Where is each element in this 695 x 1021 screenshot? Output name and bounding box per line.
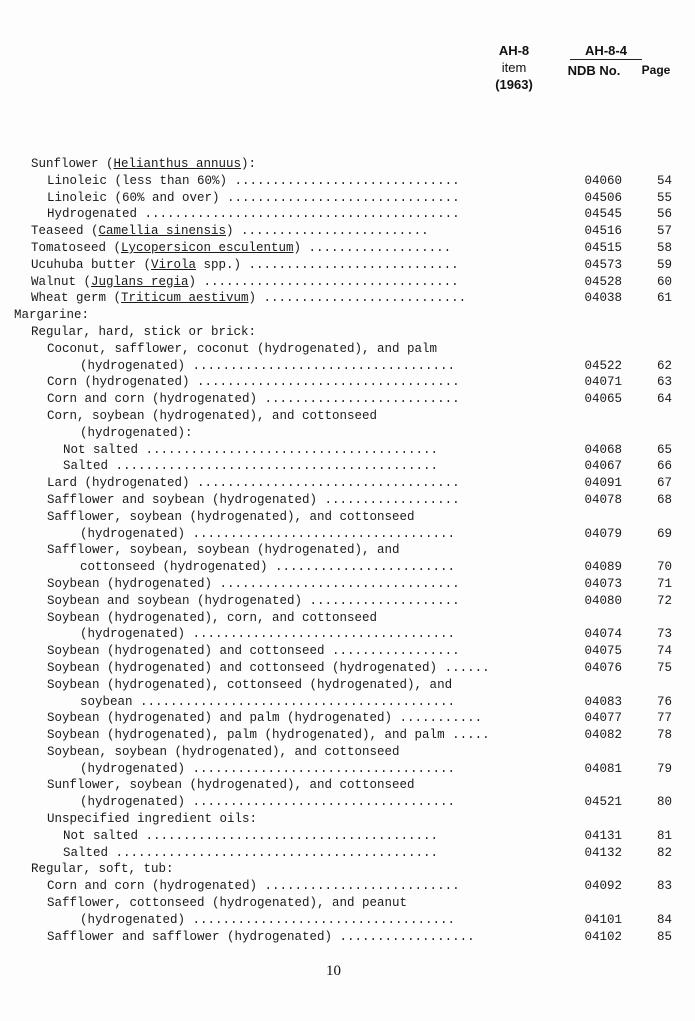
index-row bbox=[0, 728, 695, 745]
entry-text: Regular, hard, stick or brick: bbox=[31, 324, 257, 339]
ndb-number: 04132 bbox=[584, 845, 622, 860]
page-ref: 66 bbox=[656, 459, 672, 474]
page-number: 10 bbox=[326, 963, 341, 979]
index-row bbox=[0, 375, 695, 392]
entry-text: (hydrogenated) ................................... bbox=[80, 358, 456, 373]
entry-text: Soybean (hydrogenated), palm (hydrogenated), and palm ..... bbox=[47, 728, 490, 743]
entry-text: Teaseed (Camellia sinensis) ......................... bbox=[31, 224, 429, 239]
entry-text: Corn and corn (hydrogenated) .......................... bbox=[47, 392, 460, 407]
index-row bbox=[0, 291, 695, 308]
index-row bbox=[0, 241, 695, 258]
index-row bbox=[0, 829, 695, 846]
column-header-ah8 bbox=[488, 42, 540, 93]
ndb-number: 04545 bbox=[584, 207, 622, 222]
ndb-number: 04075 bbox=[584, 644, 622, 659]
entry-text: Linoleic (60% and over) ............................... bbox=[47, 190, 460, 205]
ndb-number: 04515 bbox=[584, 240, 622, 255]
index-row bbox=[0, 577, 695, 594]
page-ref: 73 bbox=[656, 627, 672, 642]
index-row bbox=[0, 846, 695, 863]
index-row bbox=[0, 930, 695, 947]
scientific-name: Helianthus annuus bbox=[113, 157, 242, 171]
ndb-number: 04101 bbox=[584, 912, 622, 927]
index-row bbox=[0, 812, 695, 829]
entry-text: (hydrogenated) ................................... bbox=[80, 795, 456, 810]
index-row bbox=[0, 157, 695, 174]
page-ref: 75 bbox=[656, 660, 672, 675]
page-ref: 83 bbox=[656, 879, 672, 894]
page-ref: 79 bbox=[656, 761, 672, 776]
entry-text: Safflower and safflower (hydrogenated) .................. bbox=[47, 929, 475, 944]
entry-text: Not salted ....................................... bbox=[63, 828, 439, 843]
ndb-number: 04060 bbox=[584, 173, 622, 188]
entry-text: Soybean and soybean (hydrogenated) .................... bbox=[47, 593, 460, 608]
index-row bbox=[0, 661, 695, 678]
entry-text: Soybean, soybean (hydrogenated), and cottonseed bbox=[47, 744, 400, 759]
index-row bbox=[0, 695, 695, 712]
ndb-number: 04089 bbox=[584, 560, 622, 575]
entry-text: Regular, soft, tub: bbox=[31, 862, 174, 877]
page-ref: 64 bbox=[656, 392, 672, 407]
page-ref: 68 bbox=[656, 492, 672, 507]
ndb-number: 04079 bbox=[584, 526, 622, 541]
ndb-number: 04038 bbox=[584, 291, 622, 306]
page-ref: 57 bbox=[656, 224, 672, 239]
scientific-name: Lycopersicon esculentum bbox=[121, 240, 294, 255]
index-row bbox=[0, 795, 695, 812]
entry-text: Sunflower (Helianthus annuus): bbox=[31, 157, 257, 171]
ndb-no-header: NDB No. bbox=[567, 63, 621, 78]
index-row bbox=[0, 493, 695, 510]
index-row bbox=[0, 594, 695, 611]
entry-text: Soybean (hydrogenated) and cottonseed (hydrogenated) ...... bbox=[47, 660, 490, 675]
index-row bbox=[0, 409, 695, 426]
entry-text: cottonseed (hydrogenated) ........................ bbox=[80, 560, 456, 575]
ah8-label: AH-8 bbox=[498, 43, 530, 58]
page-ref: 65 bbox=[656, 442, 672, 457]
page-ref: 55 bbox=[656, 190, 672, 205]
ndb-number: 04092 bbox=[584, 879, 622, 894]
index-row bbox=[0, 224, 695, 241]
ndb-number: 04077 bbox=[584, 711, 622, 726]
index-row bbox=[0, 627, 695, 644]
entry-text: Walnut (Juglans regia) .................................. bbox=[31, 274, 459, 289]
ndb-number: 04131 bbox=[584, 828, 622, 843]
index-row bbox=[0, 510, 695, 527]
ndb-number: 04516 bbox=[584, 224, 622, 239]
index-row bbox=[0, 913, 695, 930]
ndb-number: 04078 bbox=[584, 492, 622, 507]
ndb-number: 04065 bbox=[584, 392, 622, 407]
scientific-name: Juglans regia bbox=[91, 274, 189, 289]
ndb-number: 04091 bbox=[584, 476, 622, 491]
page-ref: 76 bbox=[656, 694, 672, 709]
page-ref: 58 bbox=[656, 240, 672, 255]
page-header: Page bbox=[641, 63, 671, 77]
index-row bbox=[0, 678, 695, 695]
entry-text: Safflower and soybean (hydrogenated) .................. bbox=[47, 492, 460, 507]
entry-text: Safflower, soybean, soybean (hydrogenated), and bbox=[47, 543, 400, 558]
index-row bbox=[0, 611, 695, 628]
entry-text: Hydrogenated .......................................... bbox=[47, 207, 460, 222]
scientific-name: Camellia sinensis bbox=[98, 224, 227, 239]
entry-text: (hydrogenated) ................................... bbox=[80, 761, 456, 776]
ndb-number: 04522 bbox=[584, 358, 622, 373]
page-ref: 56 bbox=[656, 207, 672, 222]
entry-text: Tomatoseed (Lycopersicon esculentum) ................... bbox=[31, 240, 452, 255]
index-row bbox=[0, 308, 695, 325]
ndb-number: 04082 bbox=[584, 728, 622, 743]
page-ref: 67 bbox=[656, 476, 672, 491]
index-row bbox=[0, 862, 695, 879]
entry-text: Safflower, cottonseed (hydrogenated), and peanut bbox=[47, 896, 408, 911]
index-row bbox=[0, 207, 695, 224]
ndb-number: 04076 bbox=[584, 660, 622, 675]
index-entries bbox=[0, 157, 695, 946]
entry-text: Unspecified ingredient oils: bbox=[47, 812, 258, 827]
index-row bbox=[0, 392, 695, 409]
page-ref: 84 bbox=[656, 912, 672, 927]
ndb-number: 04068 bbox=[584, 442, 622, 457]
page-ref: 77 bbox=[656, 711, 672, 726]
page-ref: 60 bbox=[656, 274, 672, 289]
index-row bbox=[0, 644, 695, 661]
entry-text: soybean .......................................... bbox=[80, 694, 456, 709]
entry-text: Soybean (hydrogenated) and cottonseed ................. bbox=[47, 644, 460, 659]
index-row bbox=[0, 560, 695, 577]
index-row bbox=[0, 191, 695, 208]
header-rule bbox=[570, 59, 642, 60]
index-row bbox=[0, 896, 695, 913]
entry-text: Soybean (hydrogenated), cottonseed (hydrogenated), and bbox=[47, 677, 453, 692]
ndb-number: 04506 bbox=[584, 190, 622, 205]
ndb-number: 04081 bbox=[584, 761, 622, 776]
entry-text: (hydrogenated) ................................... bbox=[80, 912, 456, 927]
entry-text: Soybean (hydrogenated) ................................ bbox=[47, 576, 460, 591]
ndb-number: 04528 bbox=[584, 274, 622, 289]
scientific-name: Triticum aestivum bbox=[121, 291, 249, 306]
entry-text: Salted ........................................... bbox=[63, 845, 439, 860]
index-row bbox=[0, 325, 695, 342]
index-row bbox=[0, 426, 695, 443]
ndb-number: 04074 bbox=[584, 627, 622, 642]
entry-text: Lard (hydrogenated) ................................... bbox=[47, 476, 460, 491]
index-row bbox=[0, 543, 695, 560]
page-ref: 85 bbox=[656, 929, 672, 944]
entry-text: Sunflower, soybean (hydrogenated), and cottonseed bbox=[47, 778, 415, 793]
page-ref: 59 bbox=[656, 257, 672, 272]
entry-text: Corn and corn (hydrogenated) .......................... bbox=[47, 879, 460, 894]
page-ref: 81 bbox=[656, 828, 672, 843]
entry-text: (hydrogenated) ................................... bbox=[80, 627, 456, 642]
page-ref: 78 bbox=[656, 728, 672, 743]
ndb-number: 04071 bbox=[584, 375, 622, 390]
year-label: (1963) bbox=[495, 77, 533, 92]
entry-text: Margarine: bbox=[14, 308, 90, 323]
item-label: item bbox=[501, 60, 527, 75]
entry-text: Salted ........................................... bbox=[63, 459, 439, 474]
index-row bbox=[0, 745, 695, 762]
page-ref: 82 bbox=[656, 845, 672, 860]
index-row bbox=[0, 275, 695, 292]
page-ref: 69 bbox=[656, 526, 672, 541]
entry-text: Coconut, safflower, coconut (hydrogenated), and palm bbox=[47, 341, 438, 356]
index-row bbox=[0, 174, 695, 191]
index-row bbox=[0, 778, 695, 795]
index-row bbox=[0, 527, 695, 544]
page-ref: 80 bbox=[656, 795, 672, 810]
page-ref: 71 bbox=[656, 576, 672, 591]
index-row bbox=[0, 359, 695, 376]
entry-text: Wheat germ (Triticum aestivum) ........................... bbox=[31, 291, 467, 306]
index-row bbox=[0, 459, 695, 476]
page-ref: 72 bbox=[656, 593, 672, 608]
index-row bbox=[0, 443, 695, 460]
ah84-label: AH-8-4 bbox=[585, 43, 627, 58]
page-ref: 62 bbox=[656, 358, 672, 373]
entry-text: Corn, soybean (hydrogenated), and cottonseed bbox=[47, 408, 378, 423]
index-row bbox=[0, 342, 695, 359]
ndb-number: 04073 bbox=[584, 576, 622, 591]
entry-text: Ucuhuba butter (Virola spp.) ............................ bbox=[31, 257, 459, 272]
page-ref: 63 bbox=[656, 375, 672, 390]
index-row bbox=[0, 762, 695, 779]
ndb-number: 04080 bbox=[584, 593, 622, 608]
entry-text: Soybean (hydrogenated), corn, and cottonseed bbox=[47, 610, 378, 625]
entry-text: Linoleic (less than 60%) .............................. bbox=[47, 173, 460, 188]
ndb-number: 04521 bbox=[584, 795, 622, 810]
page-ref: 70 bbox=[656, 560, 672, 575]
ndb-number: 04067 bbox=[584, 459, 622, 474]
entry-text: Soybean (hydrogenated) and palm (hydrogenated) ........... bbox=[47, 711, 483, 726]
index-row bbox=[0, 476, 695, 493]
index-row bbox=[0, 258, 695, 275]
ndb-number: 04083 bbox=[584, 694, 622, 709]
ndb-number: 04573 bbox=[584, 257, 622, 272]
ndb-number: 04102 bbox=[584, 929, 622, 944]
scientific-name: Virola bbox=[151, 257, 197, 272]
column-header-ah84 bbox=[570, 42, 642, 59]
page-ref: 74 bbox=[656, 644, 672, 659]
entry-text: (hydrogenated): bbox=[80, 425, 193, 440]
page-ref: 54 bbox=[656, 173, 672, 188]
index-row bbox=[0, 711, 695, 728]
index-row bbox=[0, 879, 695, 896]
page-ref: 61 bbox=[656, 291, 672, 306]
entry-text: Not salted ....................................... bbox=[63, 442, 439, 457]
entry-text: (hydrogenated) ................................... bbox=[80, 526, 456, 541]
entry-text: Safflower, soybean (hydrogenated), and cottonseed bbox=[47, 509, 415, 524]
entry-text: Corn (hydrogenated) ................................... bbox=[47, 375, 460, 390]
